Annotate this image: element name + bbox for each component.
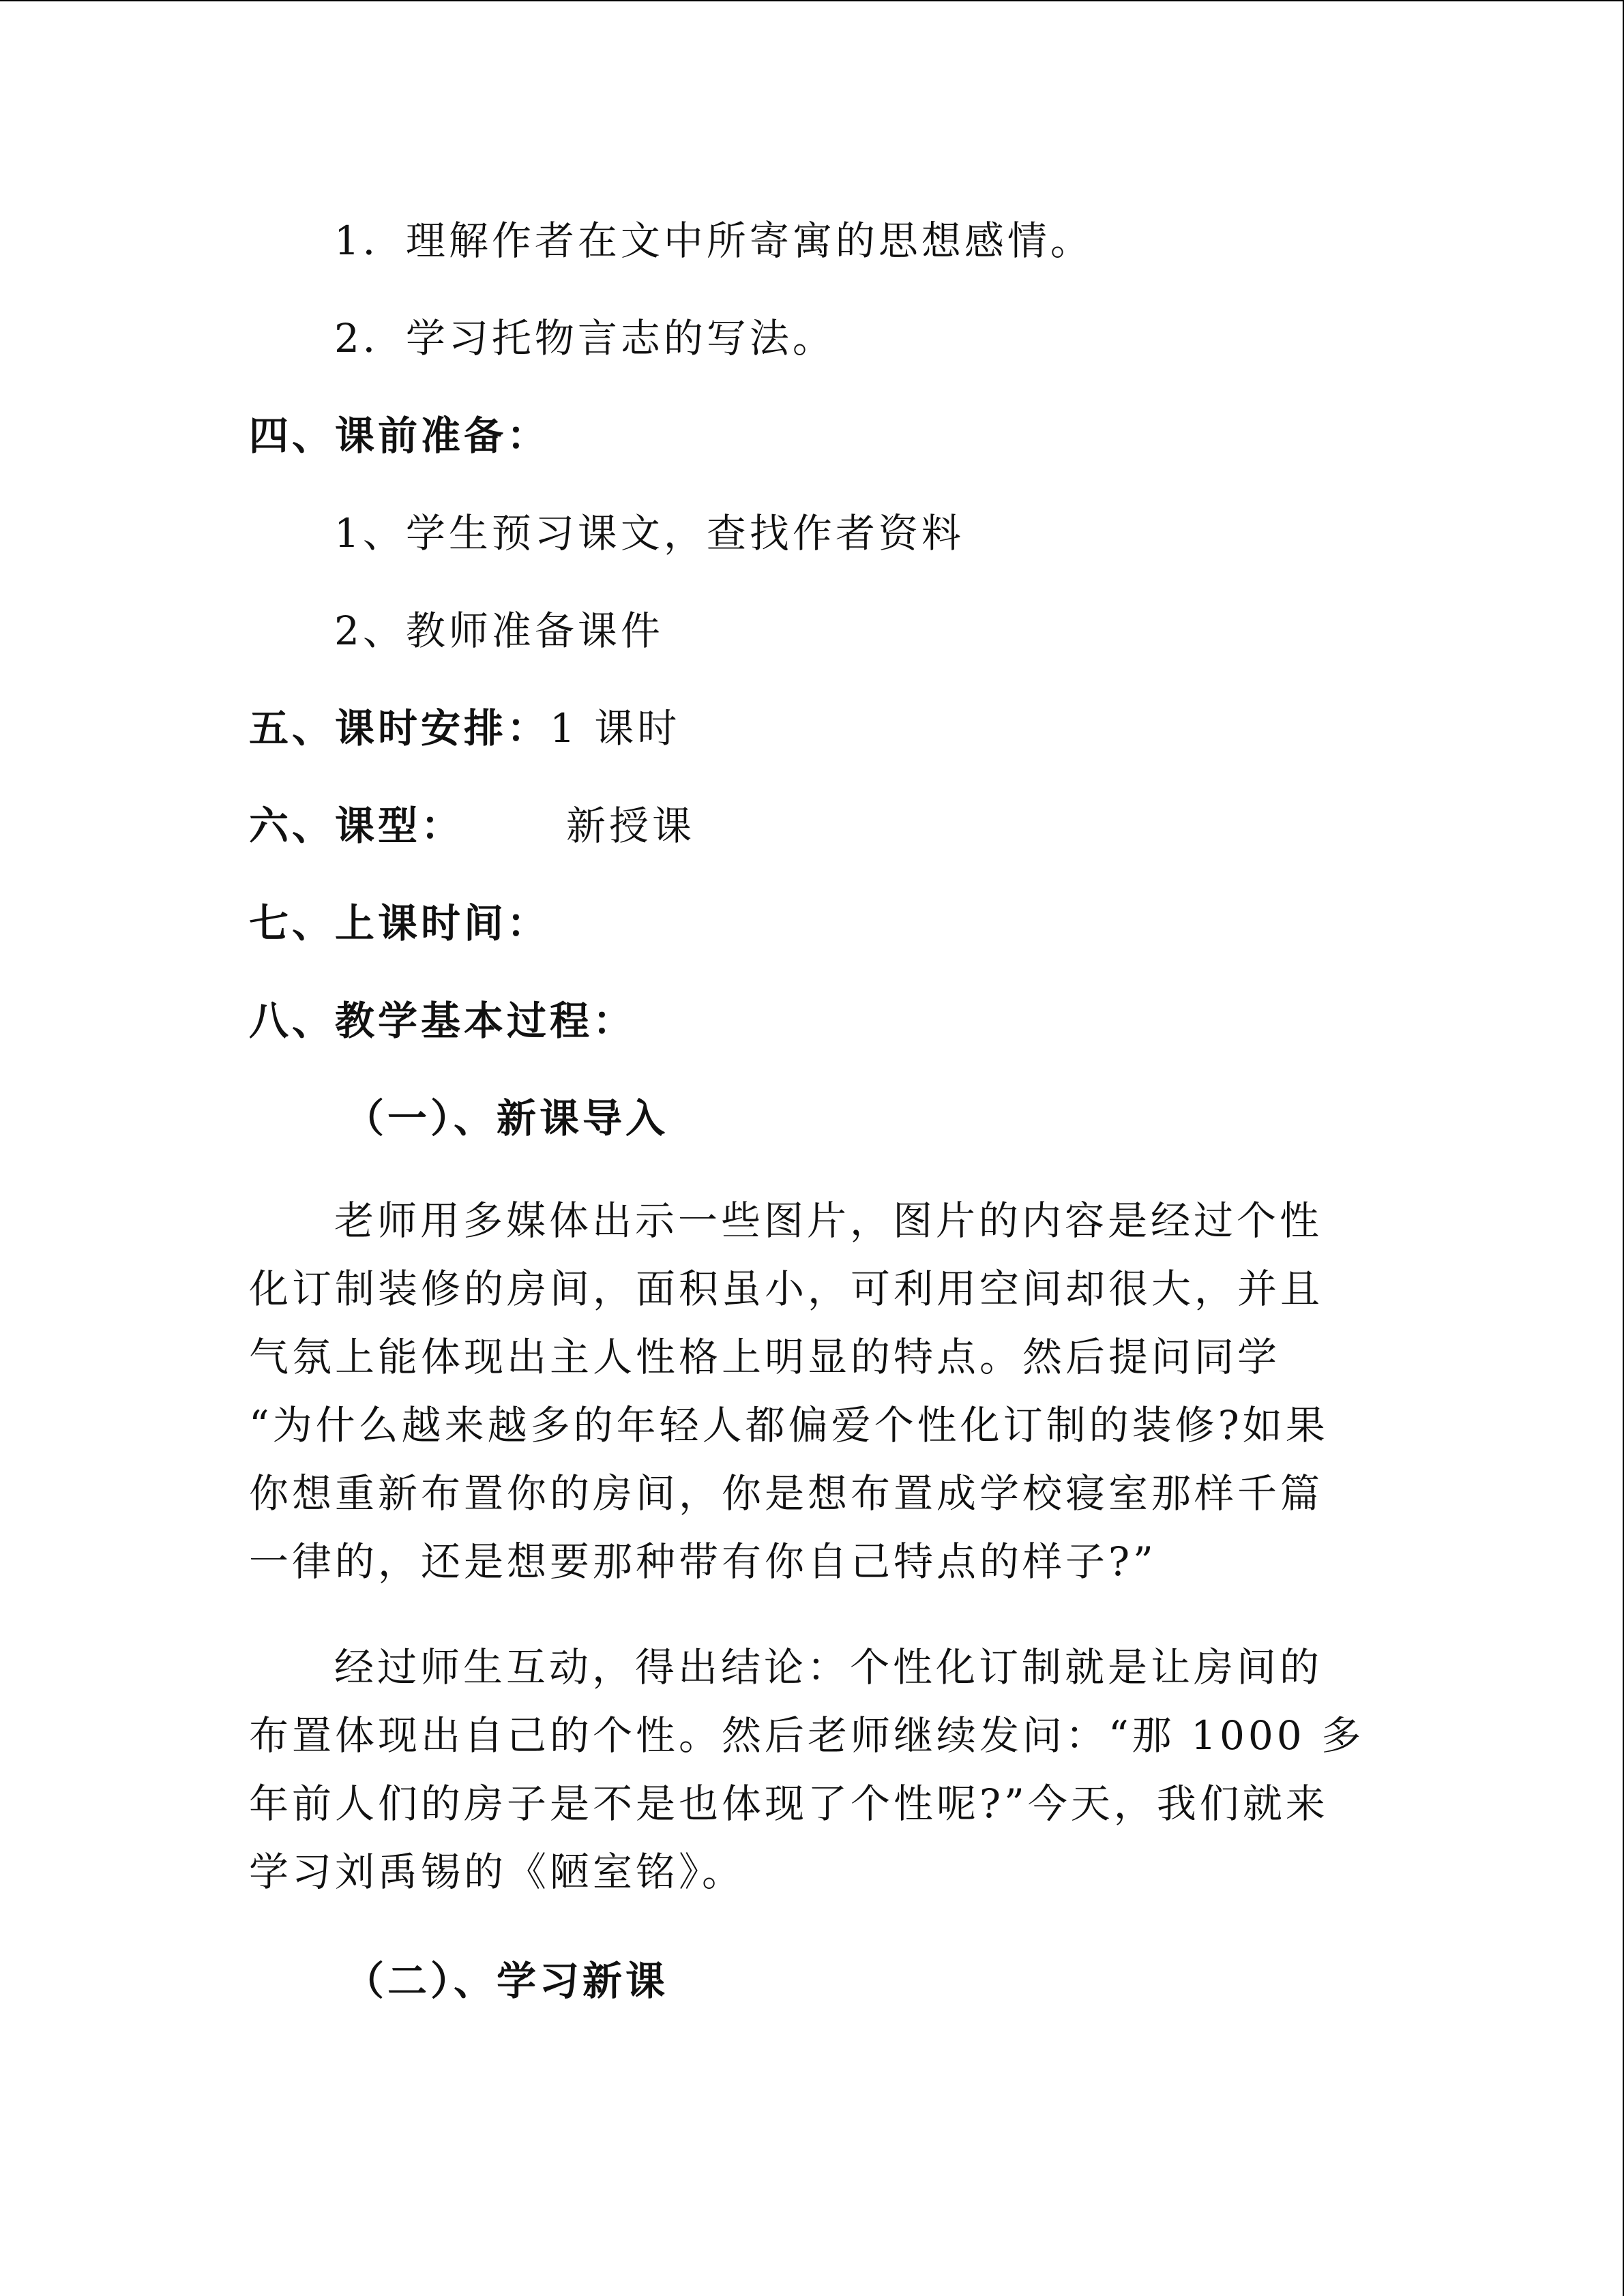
paragraph-1-line-6: 一律的，还是想要那种带有你自己特点的样子?” [249,1538,1157,1585]
paragraph-1-line-3: 气氛上能体现出主人性格上明显的特点。然后提问同学 [249,1334,1281,1380]
section-6-line [249,802,695,850]
section-8-heading: 八、教学基本过程： [249,998,636,1044]
section-6-heading: 六、课型： [249,803,464,849]
section-4-item-1: 1、学生预习课文，查找作者资料 [334,510,964,556]
paragraph-2-line-3: 年前人们的房子是不是也体现了个性呢?”今天，我们就来 [249,1780,1329,1827]
section-5-line [249,704,680,752]
subsection-1-heading: （一）、新课导入 [344,1095,669,1142]
paragraph-1-line-5: 你想重新布置你的房间，你是想布置成学校寝室那样千篇 [249,1470,1324,1517]
paragraph-2-line-1: 经过师生互动，得出结论：个性化订制就是让房间的 [334,1644,1323,1690]
section-4-item-2: 2、教师准备课件 [334,608,664,654]
section-5-value: 1 课时 [550,705,681,751]
section-5-heading: 五、课时安排： [249,705,550,751]
section-4-heading: 四、课前准备： [249,413,550,459]
paragraph-1-line-4: “为什么越来越多的年轻人都偏爱个性化订制的装修?如果 [249,1402,1329,1448]
paragraph-2-line-4: 学习刘禹锡的《陋室铭》。 [249,1849,745,1895]
objective-item-2: 2．学习托物言志的写法。 [334,315,836,361]
page-border-top [0,0,1624,1]
section-6-value: 新授课 [566,803,696,849]
paragraph-1-line-1: 老师用多媒体出示一些图片，图片的内容是经过个性 [334,1197,1323,1244]
objective-item-1: 1．理解作者在文中所寄寓的思想感情。 [334,218,1093,264]
paragraph-1-line-2: 化订制装修的房间，面积虽小，可利用空间却很大，并且 [249,1266,1324,1312]
subsection-2-heading: （二）、学习新课 [344,1958,669,2004]
section-7-heading: 七、上课时间： [249,900,550,946]
paragraph-2-line-2: 布置体现出自己的个性。然后老师继续发问：“那 1000 多 [249,1712,1365,1759]
